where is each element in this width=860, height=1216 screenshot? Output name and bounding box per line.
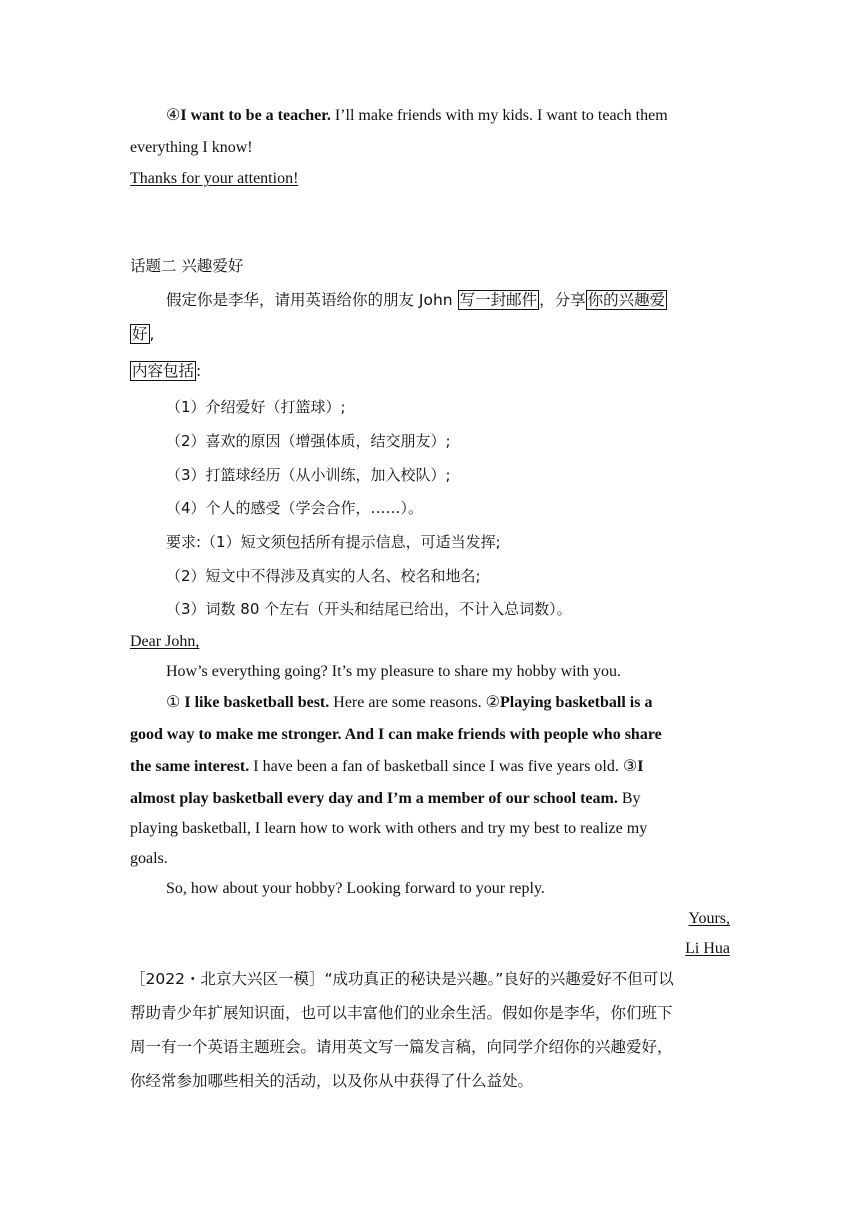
task-prompt-continuation [130, 323, 730, 345]
content-item-3: （3）打篮球经历（从小训练，加入校队）; [166, 466, 451, 484]
task-2022-line-2: 帮助青少年扩展知识面，也可以丰富他们的业余生活。假如你是李华，你们班下 [130, 1004, 673, 1022]
key-sentence: Playing basketball is a [499, 694, 653, 711]
topic-heading: 话题二 兴趣爱好 [130, 257, 244, 275]
content-item-4: （4）个人的感受（学会合作，……）。 [166, 499, 424, 517]
letter-closing-paragraph: So, how about your hobby? Looking forward to your reply. [166, 880, 545, 897]
key-sentence: I [637, 758, 644, 775]
letter-body-line [166, 692, 766, 714]
requirement-1: 要求:（1）短文须包括所有提示信息，可适当发挥; [166, 533, 501, 551]
signoff-text: Yours, [688, 910, 730, 927]
prompt-text: : [196, 362, 202, 380]
sentence-text: By [617, 790, 641, 807]
letter-opening: How’s everything going? It’s my pleasure to share my hobby with you. [166, 663, 622, 680]
circled-number: ① [166, 694, 181, 711]
letter-body-line [130, 756, 730, 778]
sentence-text: Here are some reasons. [329, 694, 486, 711]
speech-closing: Thanks for your attention! [130, 170, 299, 187]
letter-greeting: Dear John, [130, 633, 200, 650]
key-sentence: the same interest. [130, 758, 250, 775]
key-sentence: I like basketball best. [180, 694, 330, 711]
sentence-text: I have been a fan of basketball since I was five years old. [249, 758, 623, 775]
boxed-keyword: 写一封邮件 [459, 291, 538, 309]
requirement-3: （3）词数 80 个左右（开头和结尾已给出，不计入总词数）。 [166, 600, 572, 618]
prompt-text: , [149, 325, 155, 343]
letter-body-line [130, 724, 730, 746]
boxed-keyword: 内容包括 [132, 362, 195, 380]
content-label [130, 360, 730, 382]
content-item-1: （1）介绍爱好（打篮球）; [166, 398, 346, 416]
signature-text: Li Hua [685, 940, 730, 957]
circled-number: ④ [166, 107, 181, 124]
letter-body-line: playing basketball, I learn how to work with others and try my best to realize my [130, 820, 648, 837]
letter-signoff [130, 908, 730, 930]
content-item-2: （2）喜欢的原因（增强体质，结交朋友）; [166, 432, 451, 450]
task-2022-line-4: 你经常参加哪些相关的活动，以及你从中获得了什么益处。 [130, 1072, 534, 1090]
prompt-text: 假定你是李华，请用英语给你的朋友 John [166, 291, 458, 309]
boxed-keyword: 你的兴趣爱 [587, 291, 666, 309]
letter-body-line [130, 788, 730, 810]
prompt-text: ，分享 [539, 291, 586, 309]
circled-number: ② [485, 694, 500, 711]
key-sentence: almost play basketball every day and I’m a member of our school team. [130, 790, 618, 807]
letter-body-line: goals. [130, 850, 168, 867]
task-prompt [166, 289, 731, 311]
task-2022-line-1: ［2022・北京大兴区一模］“成功真正的秘诀是兴趣。”良好的兴趣爱好不但可以 [130, 970, 674, 988]
requirement-2: （2）短文中不得涉及真实的人名、校名和地名; [166, 567, 481, 585]
speech-sentence-4 [166, 105, 766, 127]
letter-signature [130, 938, 730, 960]
sentence-text: I’ll make friends with my kids. I want to teach them [330, 107, 668, 124]
circled-number: ③ [622, 758, 638, 775]
key-sentence: I want to be a teacher. [180, 107, 331, 124]
task-2022-line-3: 周一有一个英语主题班会。请用英文写一篇发言稿，向同学介绍你的兴趣爱好， [130, 1038, 673, 1056]
key-sentence: good way to make me stronger. And I can make friends with people who share [130, 726, 662, 743]
sentence-continuation: everything I know! [130, 139, 253, 156]
boxed-keyword: 好 [132, 325, 148, 343]
